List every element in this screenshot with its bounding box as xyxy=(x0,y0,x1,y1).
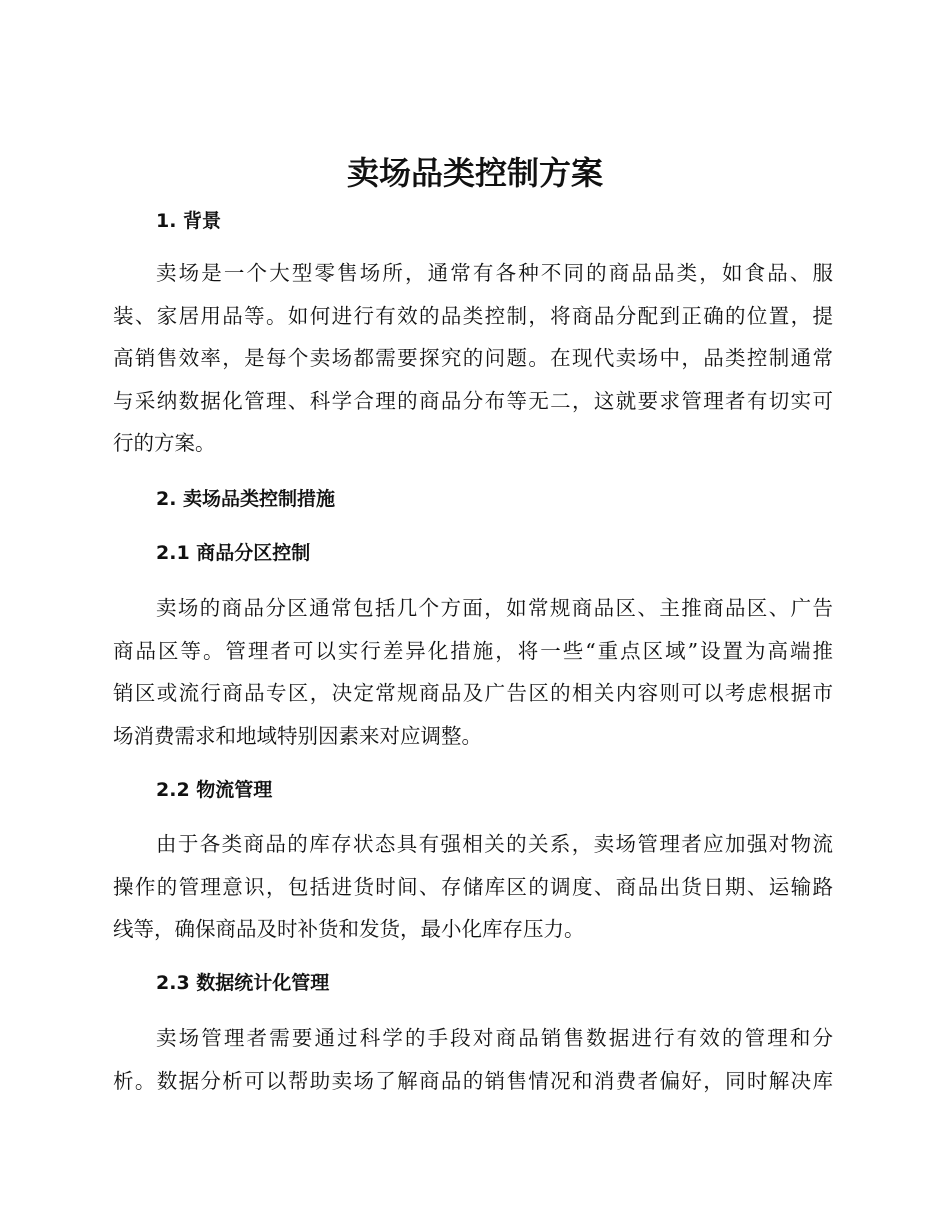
paragraph-line: 商品区等。管理者可以实行差异化措施，将一些“重点区域”设置为高端推 xyxy=(113,638,833,663)
paragraph-line: 卖场管理者需要通过科学的手段对商品销售数据进行有效的管理和分 xyxy=(156,1026,833,1050)
paragraph-zoning xyxy=(113,587,833,757)
paragraph-line: 由于各类商品的库存状态具有强相关的关系，卖场管理者应加强对物流 xyxy=(156,832,833,856)
paragraph-line: 场消费需求和地域特别因素来对应调整。 xyxy=(113,723,482,748)
subsection-heading-zoning: 2.1 商品分区控制 xyxy=(156,542,311,564)
document-title: 卖场品类控制方案 xyxy=(346,154,603,192)
paragraph-line: 卖场的商品分区通常包括几个方面，如常规商品区、主推商品区、广告 xyxy=(156,596,833,620)
paragraph-line: 高销售效率，是每个卖场都需要探究的问题。在现代卖场中，品类控制通常 xyxy=(113,346,833,370)
paragraph-line: 与采纳数据化管理、科学合理的商品分布等无二，这就要求管理者有切实可 xyxy=(113,388,833,413)
subsection-heading-data: 2.3 数据统计化管理 xyxy=(156,972,330,994)
paragraph-line: 操作的管理意识，包括进货时间、存储库区的调度、商品出货日期、运输路 xyxy=(113,874,833,899)
paragraph-data xyxy=(113,1017,833,1102)
section-heading-background: 1. 背景 xyxy=(156,210,222,232)
paragraph-line: 装、家居用品等。如何进行有效的品类控制，将商品分配到正确的位置，提 xyxy=(113,303,833,328)
paragraph-background xyxy=(113,252,833,465)
paragraph-line: 行的方案。 xyxy=(113,431,216,455)
paragraph-line: 卖场是一个大型零售场所，通常有各种不同的商品品类，如食品、服 xyxy=(156,261,833,285)
section-heading-measures: 2. 卖场品类控制措施 xyxy=(156,488,336,510)
paragraph-line: 销区或流行商品专区，决定常规商品及广告区的相关内容则可以考虑根据市 xyxy=(113,681,833,705)
paragraph-line: 析。数据分析可以帮助卖场了解商品的销售情况和消费者偏好，同时解决库 xyxy=(113,1068,833,1093)
subsection-heading-logistics: 2.2 物流管理 xyxy=(156,779,273,801)
paragraph-logistics xyxy=(113,823,833,951)
paragraph-line: 线等，确保商品及时补货和发货，最小化库存压力。 xyxy=(113,917,585,941)
